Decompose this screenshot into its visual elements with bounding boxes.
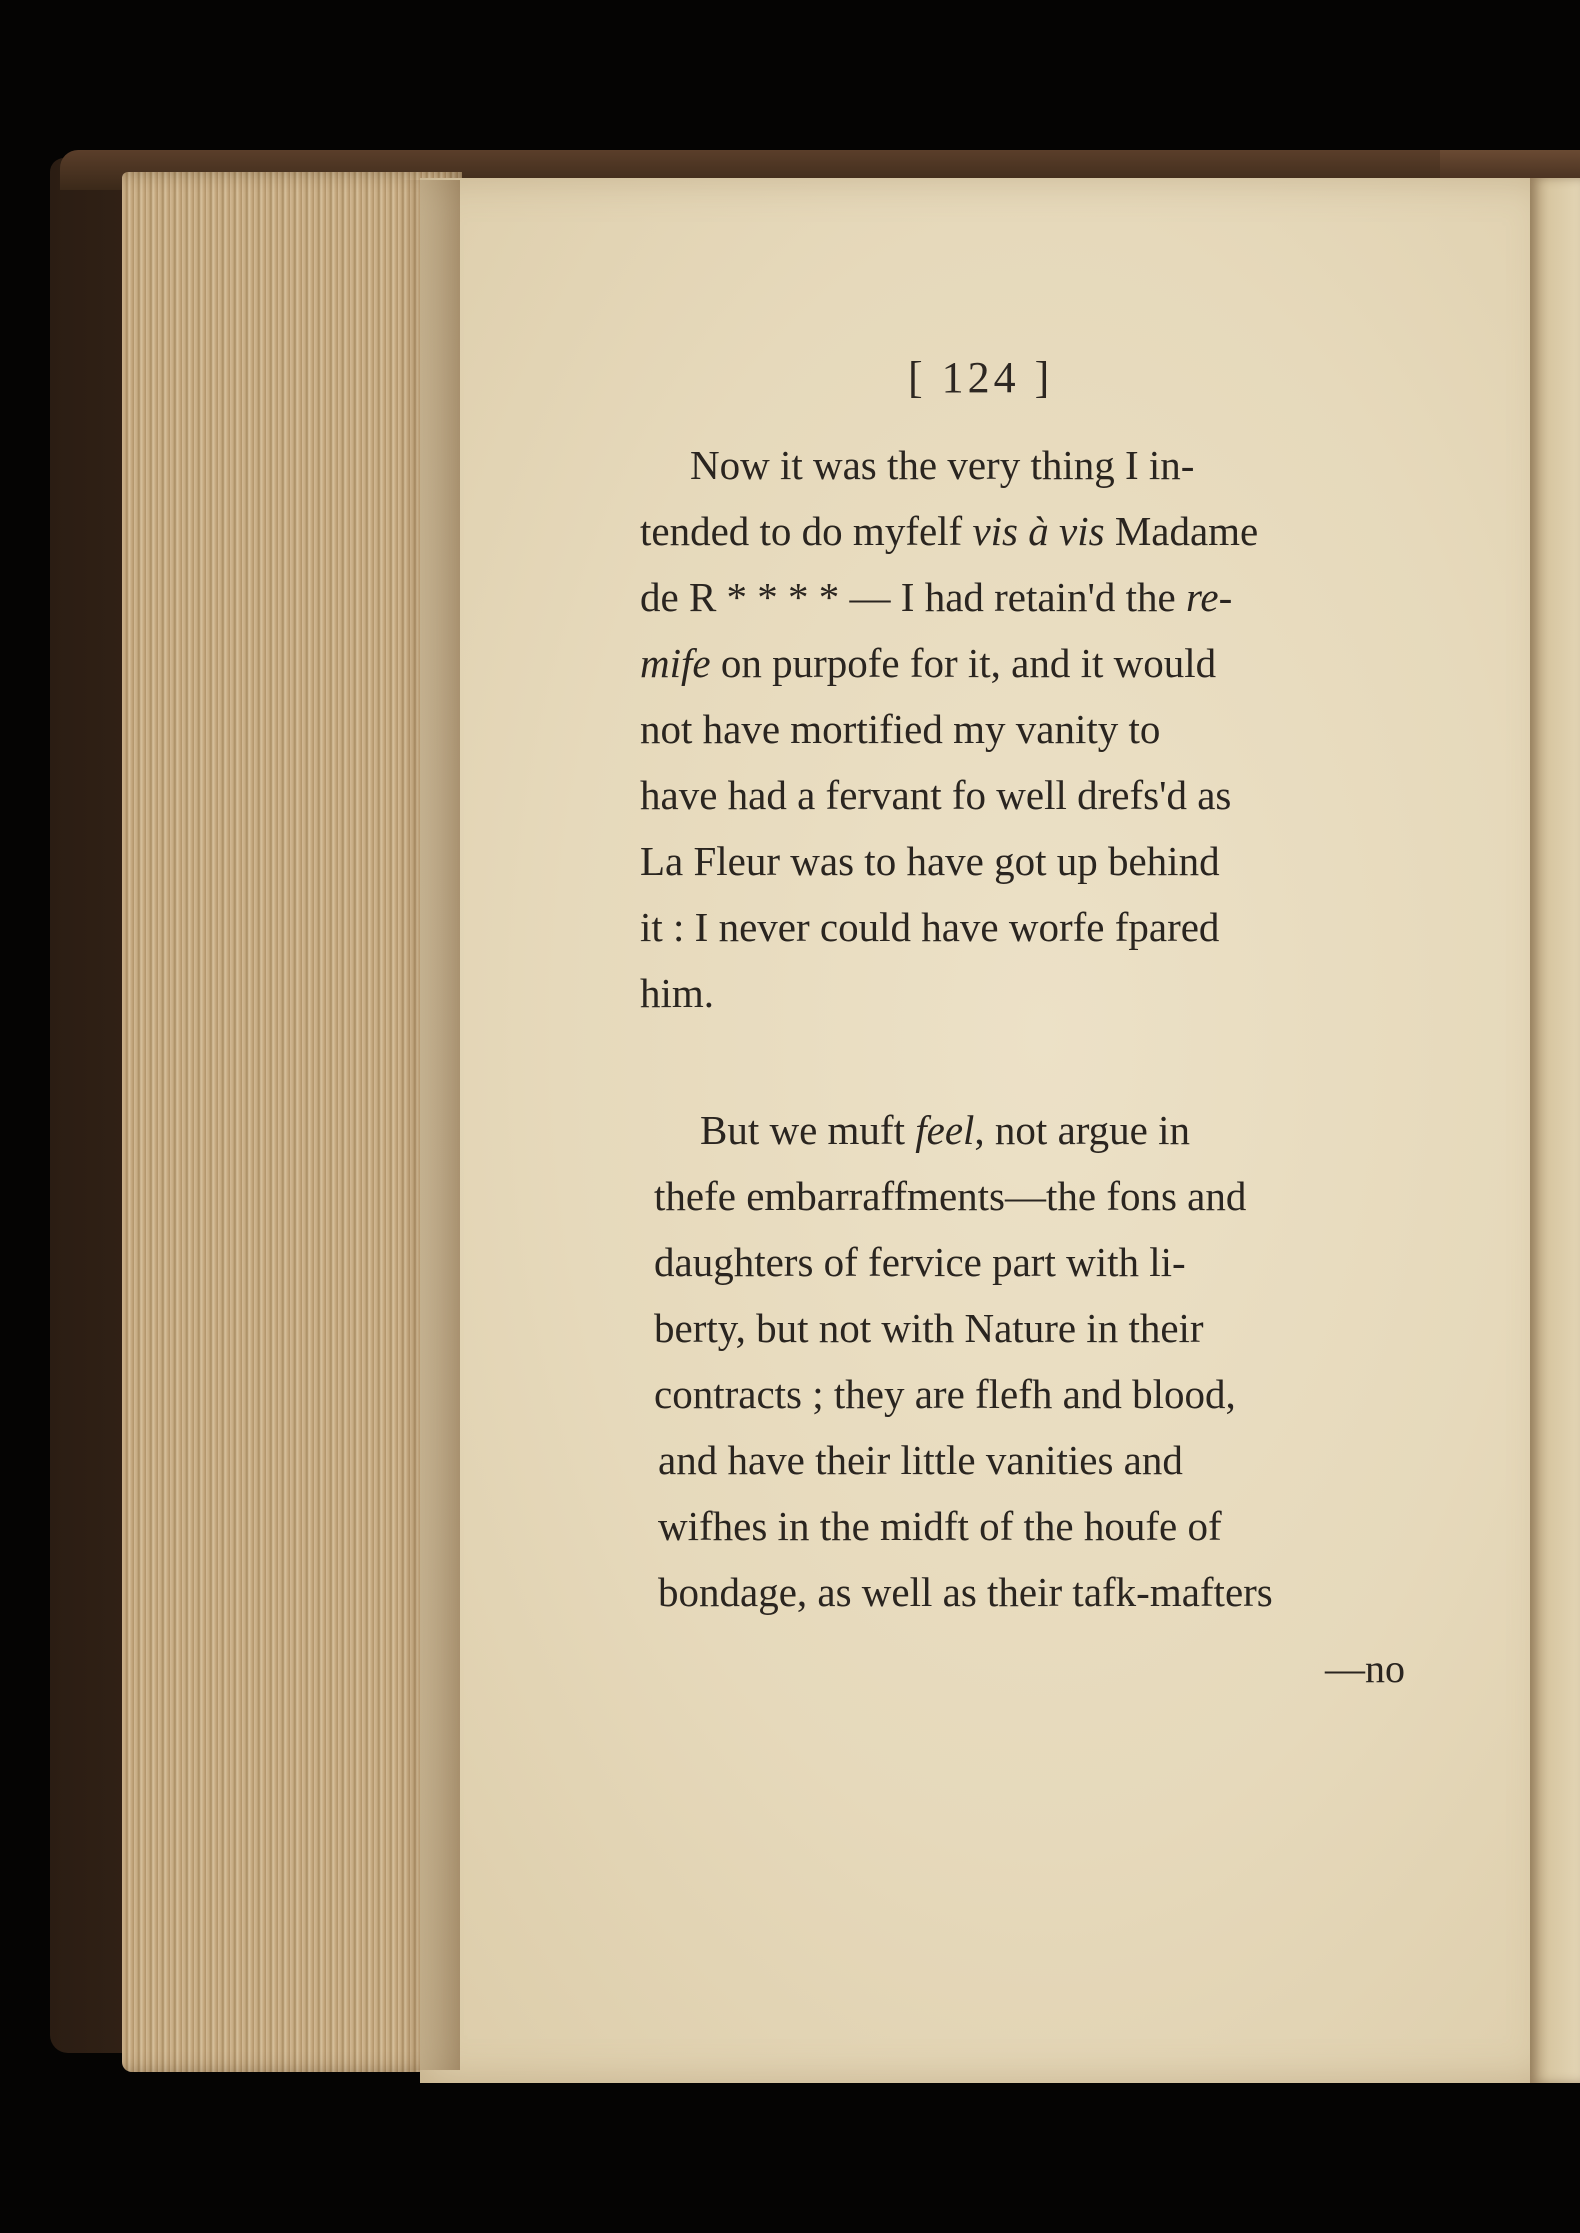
text-line: it : I never could have worfe fpared: [640, 904, 1220, 950]
text-line: daughters of fervice part with li-: [654, 1239, 1186, 1285]
text-line: and have their little vanities and: [658, 1437, 1183, 1483]
text-line: bondage, as well as their tafk-mafters: [658, 1569, 1273, 1615]
page-edge-shadow: [400, 180, 460, 2070]
text-line: La Fleur was to have got up behind: [640, 838, 1220, 884]
text-line: berty, but not with Nature in their: [654, 1305, 1204, 1351]
text-line: de R * * * * — I had retain'd the re-: [640, 574, 1233, 620]
text-line: tended to do myfelf vis à vis Madame: [640, 508, 1259, 554]
text-line: thefe embarraffments—the fons and: [654, 1173, 1247, 1219]
text-line: contracts ; they are flefh and blood,: [654, 1371, 1236, 1417]
text-line: Now it was the very thing I in-: [690, 442, 1195, 488]
text-line: have had a fervant fo well drefs'd as: [640, 772, 1232, 818]
page-number: [ 124 ]: [908, 353, 1054, 402]
catchword: —no: [1325, 1646, 1405, 1691]
text-line: mife on purpofe for it, and it would: [640, 640, 1217, 686]
text-line: him.: [640, 970, 715, 1016]
text-line: But we muft feel, not argue in: [700, 1107, 1191, 1153]
text-line: not have mortified my vanity to: [640, 706, 1161, 752]
text-line: wifhes in the midft of the houfe of: [658, 1503, 1222, 1549]
page-gutter: [1530, 178, 1580, 2083]
